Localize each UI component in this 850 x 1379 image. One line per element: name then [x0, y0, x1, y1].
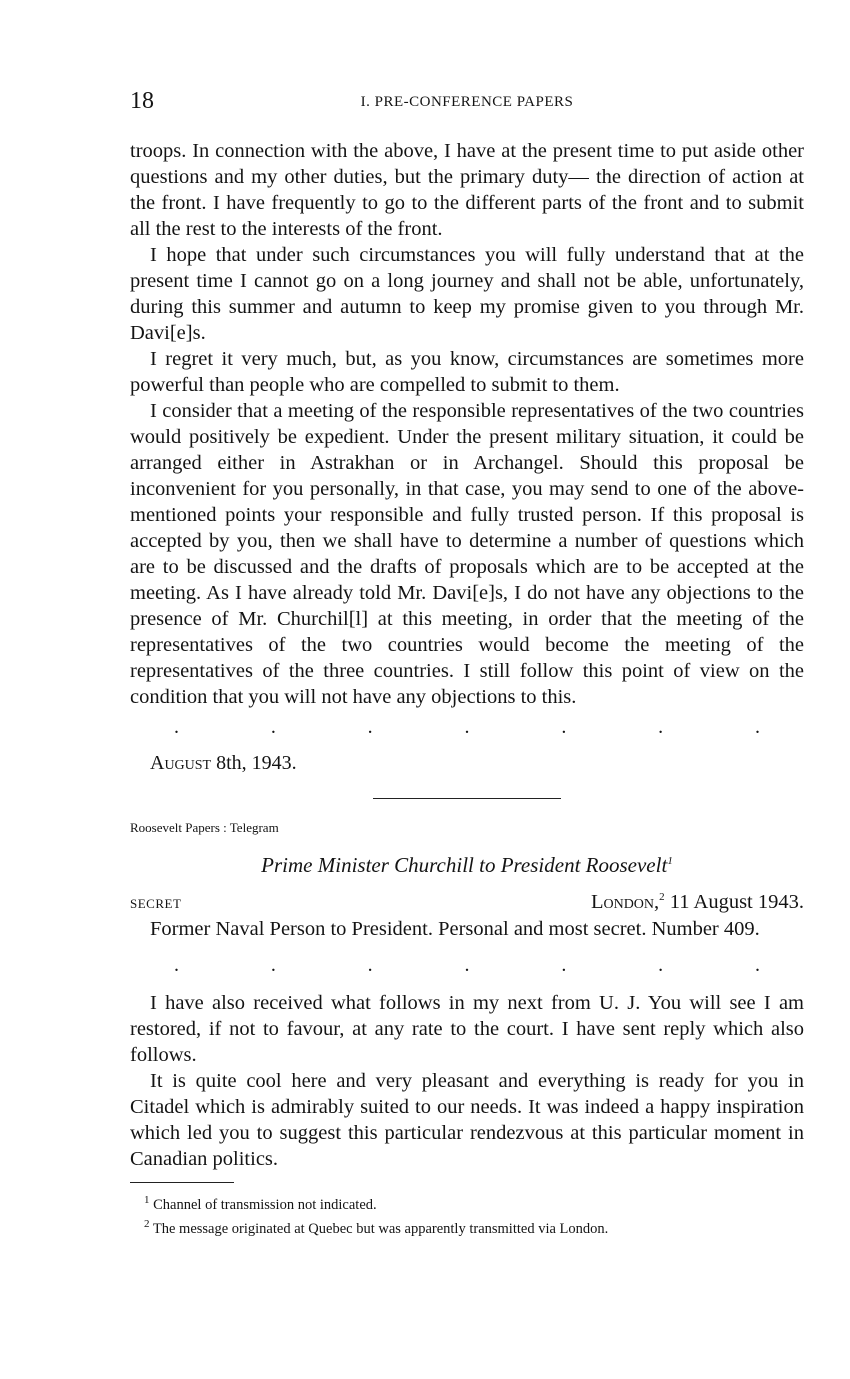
ellipsis-dot: .	[658, 953, 664, 976]
ellipsis-row	[130, 952, 804, 978]
paragraph: It is quite cool here and very pleasant and everything is ready for you in Citadel which is admirably suited to our needs. It was indeed a happy inspiration which led you to suggest this particular rendezvous at this particular moment in Canadian politics.	[130, 1070, 804, 1170]
paragraph-continued: troops. In connection with the above, I have at the present time to put aside other questions and my other duties, but the primary duty— the direction of action at the front. I have frequently to go to the different parts of the front and to submit all the rest to the interests of the front.	[130, 140, 804, 240]
footnote-ref: 2	[659, 891, 665, 904]
document-title: Prime Minister Churchill to President Roosevelt$^1$	[261, 853, 673, 877]
ellipsis-dot: .	[174, 715, 179, 738]
footnote-divider	[130, 1182, 234, 1183]
telegram-opening: Former Naval Person to President. Personal and most secret. Number 409.	[150, 918, 760, 940]
footnote: $^2$ The message originated at Quebec but was apparently transmitted via London.	[144, 1217, 609, 1237]
classification-label: SECRET	[130, 896, 182, 911]
classification-row	[130, 891, 804, 914]
ellipsis-dot: .	[464, 953, 470, 976]
document-source: Roosevelt Papers : Telegram	[130, 820, 279, 835]
running-title: I. PRE-CONFERENCE PAPERS	[360, 94, 574, 110]
ellipsis-dot: .	[561, 715, 567, 738]
ellipsis-dot: .	[754, 953, 760, 976]
page-number: 18	[130, 88, 154, 114]
ellipsis-dot: .	[561, 953, 567, 976]
page-body	[130, 138, 804, 1239]
date-month: August	[150, 752, 212, 774]
paragraph: I have also received what follows in my next from U. J. You will see I am restored, if not to favour, at any rate to the court. I have sent reply which also follows.	[130, 992, 804, 1066]
ellipsis-dot: .	[270, 953, 276, 976]
ellipsis-row	[130, 714, 804, 740]
footnote-ref: 1	[667, 855, 673, 867]
ellipsis-dot: .	[464, 715, 470, 738]
paragraph: I consider that a meeting of the responsible representatives of the two countries would positively be expedient. Under the present military situation, it could be arranged either in Astrakhan or in Archangel. Should this proposal be inconvenient for you personally, in that case, you may send to one of the above-mentioned points your responsible and fully trusted person. If this proposal is accepted by you, then we shall have to determine a number of questions which are to be discussed and the drafts of proposals which are to be accepted at the meeting. As I have already told Mr. Davi[e]s, I do not have any objections to the presence of Mr. Churchil[l] at this meeting, in order that the meeting of the representatives of the two countries would become the meeting of the representatives of the three countries. I still follow this point of view on the condition that you will not have any objections to this.	[130, 400, 804, 708]
paragraph: I hope that under such circumstances you will fully understand that at the present time I cannot go on a long journey and shall not be able, unfortunately, during this summer and autumn to keep my promise given to you through Mr. Davi[e]s.	[130, 244, 804, 344]
ellipsis-dot: .	[367, 953, 373, 976]
ellipsis-dot: .	[270, 715, 276, 738]
dateline: London,$^2$ 11 August 1943.	[590, 891, 804, 913]
ellipsis-dot: .	[658, 715, 664, 738]
footnote: $^1$ Channel of transmission not indicated.	[144, 1194, 377, 1213]
ellipsis-dot: .	[754, 715, 760, 738]
letter-date	[130, 750, 804, 776]
date-rest: 8th, 1943.	[216, 752, 297, 774]
footnotes	[130, 1191, 804, 1239]
ellipsis-dot: .	[174, 953, 179, 976]
paragraph: I regret it very much, but, as you know, circumstances are sometimes more powerful than people who are compelled to submit to them.	[130, 348, 804, 396]
page-header	[130, 88, 804, 120]
ellipsis-dot: .	[367, 715, 373, 738]
section-divider	[373, 798, 561, 799]
